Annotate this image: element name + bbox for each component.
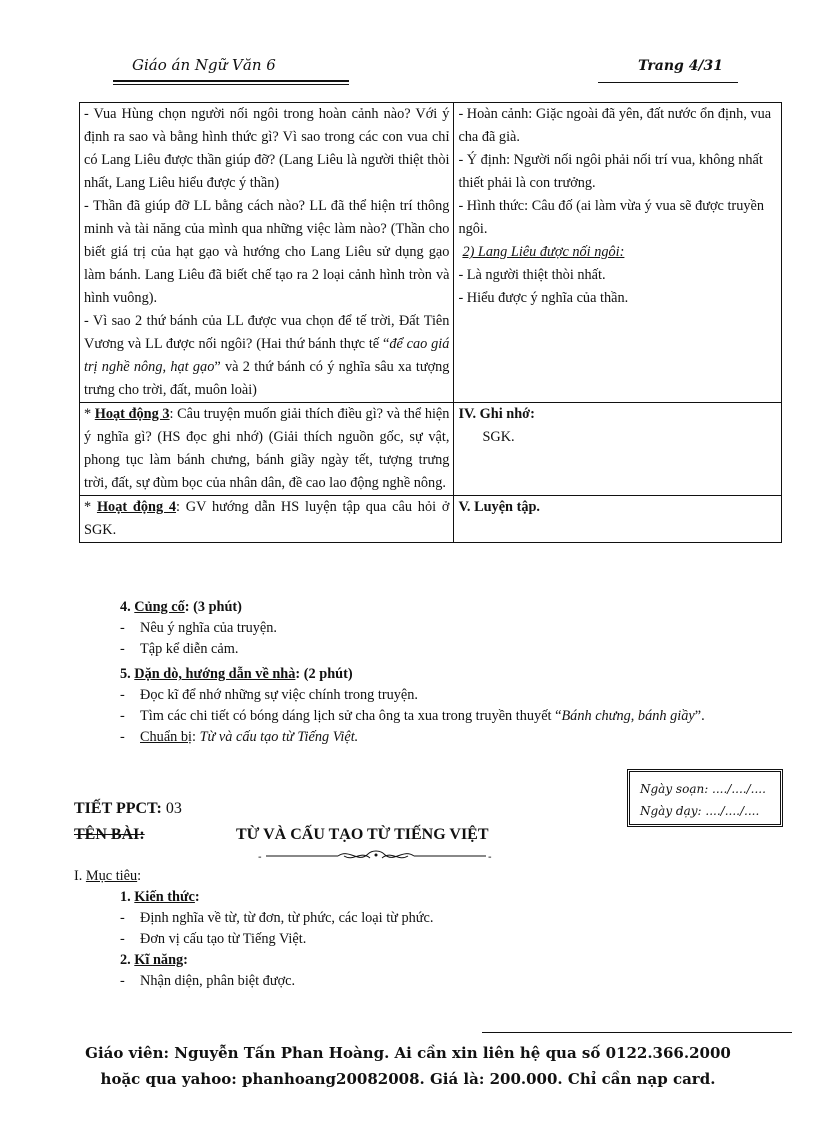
answer-reason-1: - Là người thiệt thòi nhất. bbox=[458, 267, 606, 283]
knowledge-label: Kiến thức bbox=[134, 889, 195, 905]
header-rule-right bbox=[598, 82, 738, 83]
lesson-number-label: TIẾT PPCT: bbox=[74, 800, 166, 817]
content-cell bbox=[454, 496, 782, 543]
lesson-title: TỪ VÀ CẤU TẠO TỪ TIẾNG VIỆT bbox=[236, 826, 489, 843]
activity-4-label: Hoạt động 4 bbox=[96, 499, 177, 515]
bullet: * bbox=[84, 406, 95, 422]
list-item: - Chuẩn bị: Từ và cấu tạo từ Tiếng Việt. bbox=[120, 729, 359, 745]
question-1: - Vua Hùng chọn người nối ngôi trong hoàn cảnh nào? Với ý định ra sao và bằng hình thức gì? Vì sao trong các con vua chỉ có Lang Liêu được thần giúp đỡ? (Lang Liêu là người thiệt thòi nhất, Lang Liêu hiểu được ý thần) bbox=[84, 106, 450, 191]
header-rule bbox=[113, 80, 349, 82]
objectives-colon: : bbox=[137, 868, 142, 884]
list-item-text: Tìm các chi tiết có bóng dáng lịch sử cha ông ta xua trong truyền thuyết “ bbox=[140, 708, 562, 724]
skills-colon: : bbox=[183, 952, 188, 968]
prepare-colon: : bbox=[192, 729, 200, 745]
header-title: Giáo án Ngữ Văn 6 bbox=[132, 56, 276, 74]
knowledge-heading bbox=[74, 887, 774, 908]
question-3-italic: để cao giá trị nghề nông, hạt gạo bbox=[84, 336, 450, 375]
lesson-number-value: 03 bbox=[165, 800, 182, 817]
knowledge-num: 1. bbox=[120, 889, 135, 905]
section-iv-text: SGK. bbox=[482, 429, 515, 445]
prepare-label: Chuẩn bị bbox=[140, 729, 193, 745]
section-iv-title: IV. Ghi nhớ: bbox=[458, 406, 535, 422]
ornament-divider bbox=[258, 846, 494, 866]
answer-context: - Hoàn cảnh: Giặc ngoài đã yên, đất nước ổn định, vua cha đã già. bbox=[458, 106, 772, 145]
section-5 bbox=[120, 664, 760, 748]
table-row bbox=[80, 403, 782, 496]
list-item-italic: Bánh chưng, bánh giầy bbox=[561, 708, 695, 724]
section-4 bbox=[120, 597, 760, 660]
list-item-text: Định nghĩa về từ, từ đơn, từ phức, các loại từ phức. bbox=[140, 910, 434, 926]
list-item: - Tìm các chi tiết có bóng dáng lịch sử cha ông ta xua trong truyền thuyết “Bánh chưng, bánh giầy”. bbox=[120, 708, 705, 724]
list-item-text: Tập kể diễn cảm. bbox=[140, 641, 239, 657]
lesson-table bbox=[79, 102, 782, 543]
objectives bbox=[74, 866, 774, 992]
section-5-num: 5. bbox=[120, 666, 135, 682]
section-5-label: Dặn dò, hướng dẫn về nhà bbox=[134, 666, 296, 682]
answer-reason-2: - Hiểu được ý nghĩa của thần. bbox=[458, 290, 629, 306]
activity-3-text: : Câu truyện muốn giải thích điều gì? và thể hiện ý nghĩa gì? (HS đọc ghi nhớ) (Giải thích nguồn gốc, sự vật, phong tục làm bánh chưng, bánh giầy ngày tết, tượng trưng trời, đất, sự đùm bọc của nhân dân, đề cao lao động nghề nông. bbox=[84, 406, 450, 491]
svg-text:-: - bbox=[488, 852, 492, 863]
footer-line-2: hoặc qua yahoo: phanhoang20082008. Giá là: 200.000. Chỉ cần nạp card. bbox=[100, 1070, 716, 1088]
skills-heading bbox=[74, 950, 774, 971]
table-row bbox=[80, 103, 782, 403]
activity-4 bbox=[84, 496, 449, 542]
table-row bbox=[80, 496, 782, 543]
date-box bbox=[627, 769, 783, 827]
footer-rule bbox=[482, 1032, 792, 1033]
knowledge-colon: : bbox=[194, 889, 200, 905]
lesson-number bbox=[74, 800, 182, 818]
question-3 bbox=[84, 310, 449, 402]
activity-cell bbox=[80, 103, 454, 403]
list-item: - Định nghĩa về từ, từ đơn, từ phức, các loại từ phức. bbox=[120, 910, 434, 926]
activity-cell bbox=[80, 403, 454, 496]
section-5-time: : (2 phút) bbox=[295, 666, 353, 682]
header-rule-thin bbox=[113, 84, 349, 85]
objectives-label: Mục tiêu bbox=[85, 868, 138, 884]
date-prepared: Ngày soạn: ..../..../.... bbox=[640, 782, 766, 796]
objectives-heading bbox=[74, 866, 774, 887]
page-number: Trang 4/31 bbox=[638, 58, 724, 74]
content-cell bbox=[454, 103, 782, 403]
footer-line-1: Giáo viên: Nguyễn Tấn Phan Hoàng. Ai cần xin liên hệ qua số 0122.366.2000 bbox=[85, 1044, 731, 1062]
list-item: - Đơn vị cấu tạo từ Tiếng Việt. bbox=[120, 931, 307, 947]
answer-intent: - Ý định: Người nối ngôi phải nối trí vua, không nhất thiết phải là con trưởng. bbox=[458, 152, 763, 191]
svg-text:-: - bbox=[258, 852, 262, 863]
list-item: - Nhận diện, phân biệt được. bbox=[120, 973, 296, 989]
section-4-time: : (3 phút) bbox=[184, 599, 242, 615]
section-4-heading bbox=[120, 597, 760, 618]
list-item: - Nêu ý nghĩa của truyện. bbox=[120, 620, 277, 636]
list-item: - Tập kể diễn cảm. bbox=[120, 641, 239, 657]
section-v-title: V. Luyện tập. bbox=[458, 499, 541, 515]
section-5-heading bbox=[120, 664, 760, 685]
list-item-text: Nhận diện, phân biệt được. bbox=[140, 973, 296, 989]
list-item-text: Nêu ý nghĩa của truyện. bbox=[140, 620, 277, 636]
question-3-end: ” và 2 thứ bánh có ý nghĩa sâu xa tượng trưng cho trời, đất, muôn loài) bbox=[84, 359, 450, 398]
question-2: - Thần đã giúp đỡ LL bằng cách nào? LL đã thể hiện trí thông minh và tài năng của mình qua những việc làm nào? (Thần cho biết giá trị của hạt gạo và hướng cho Lang Liêu sử dụng gạo làm bánh. Lang Liêu đã biết chế tạo ra 2 loại cảnh hình tròn và hình vuông). bbox=[84, 198, 450, 306]
prepare-text: Từ và cấu tạo từ Tiếng Việt. bbox=[199, 729, 359, 745]
date-taught: Ngày dạy: ..../..../.... bbox=[640, 804, 760, 818]
section-4-label: Củng cố bbox=[134, 599, 185, 615]
answer-form: - Hình thức: Câu đố (ai làm vừa ý vua sẽ được truyền ngôi. bbox=[458, 198, 764, 237]
content-cell bbox=[454, 403, 782, 496]
question-3-text: - Vì sao 2 thứ bánh của LL được vua chọn để tế trời, Đất Tiên Vương và LL được nối ngôi? (Hai thứ bánh thực tế “ bbox=[84, 313, 450, 352]
activity-cell bbox=[80, 496, 454, 543]
activity-3 bbox=[84, 403, 449, 495]
skills-label: Kĩ năng bbox=[134, 952, 184, 968]
subheading-lang-lieu: 2) Lang Liêu được nối ngôi: bbox=[462, 244, 625, 260]
activity-3-label: Hoạt động 3 bbox=[94, 406, 170, 422]
objectives-num: I. bbox=[74, 868, 86, 884]
list-item: - Đọc kĩ để nhớ những sự việc chính trong truyện. bbox=[120, 687, 418, 703]
list-item-end: ”. bbox=[694, 708, 705, 724]
skills-num: 2. bbox=[120, 952, 135, 968]
list-item-text: Đơn vị cấu tạo từ Tiếng Việt. bbox=[140, 931, 307, 947]
section-4-num: 4. bbox=[120, 599, 135, 615]
bullet: * bbox=[84, 499, 97, 515]
list-item-text: Đọc kĩ để nhớ những sự việc chính trong truyện. bbox=[140, 687, 418, 703]
activity-4-text: : GV hướng dẫn HS luyện tập qua câu hỏi ở SGK. bbox=[84, 499, 450, 538]
lesson-name-label: TÊN BÀI: bbox=[74, 826, 145, 843]
